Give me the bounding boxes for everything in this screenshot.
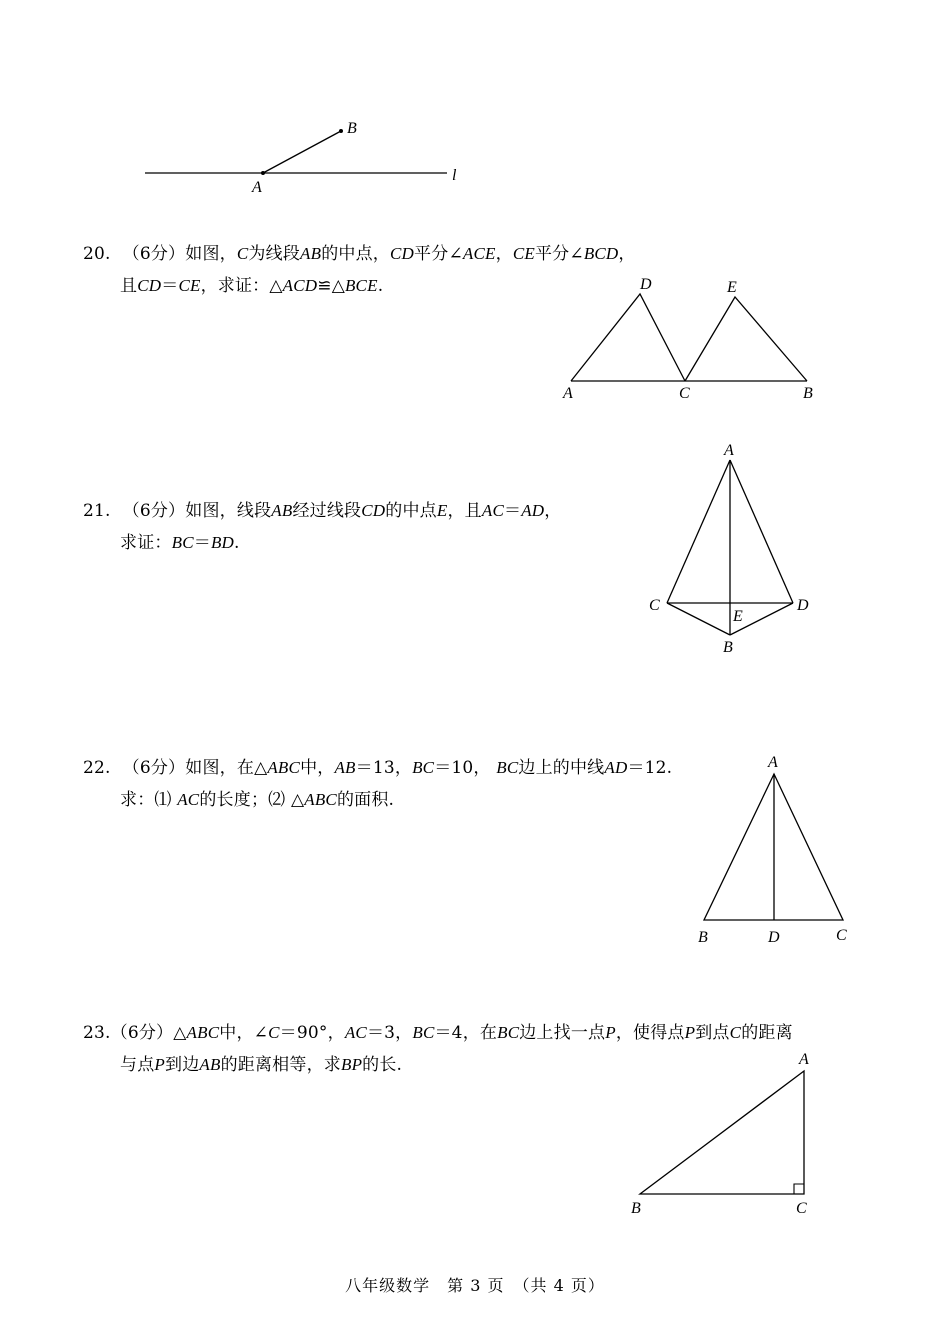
math-var: AB xyxy=(199,1055,221,1074)
math-var: P xyxy=(605,1023,616,1042)
math-var: AB xyxy=(300,244,322,263)
math-var: AC xyxy=(344,1023,367,1042)
math-var: ABC xyxy=(304,790,337,809)
text: 平分∠ xyxy=(414,244,463,264)
math-var: CD xyxy=(390,244,415,263)
fig23-label-c: C xyxy=(796,1200,807,1217)
page-footer: 八年级数学 第 3 页 （共 4 页） xyxy=(345,1276,605,1295)
text: 经过线段 xyxy=(292,501,362,521)
math-var: AB xyxy=(271,501,293,520)
fig20-label-b: B xyxy=(803,385,813,402)
text: ＝90°， xyxy=(279,1023,345,1043)
math-var: E xyxy=(436,501,448,520)
text: 的面积. xyxy=(336,790,395,810)
math-var: BC xyxy=(412,1023,435,1042)
text: ＝4，在 xyxy=(434,1023,498,1043)
problem-number: 20. xyxy=(83,244,111,264)
text: 的距离相等，求 xyxy=(220,1055,341,1075)
text: ≌△ xyxy=(317,276,345,296)
text: ＝ xyxy=(193,533,211,553)
fig21-label-e: E xyxy=(733,608,743,625)
text: . xyxy=(377,276,384,296)
problem-score: （6分） xyxy=(110,1023,174,1043)
text: 平分∠ xyxy=(534,244,584,264)
text: ＝ xyxy=(161,276,179,296)
math-var: ABC xyxy=(186,1023,220,1042)
math-var: BC xyxy=(497,1023,520,1042)
text: 为线段 xyxy=(248,244,301,264)
fig21-label-a: A xyxy=(724,442,734,459)
math-var: ACE xyxy=(462,244,496,263)
text: ，使得点 xyxy=(615,1023,685,1043)
triangle-abc xyxy=(640,1071,804,1194)
math-var: CD xyxy=(361,501,386,520)
fig21-label-d: D xyxy=(797,597,809,614)
math-var: BC xyxy=(496,758,519,777)
math-var: C xyxy=(729,1023,742,1042)
text: 到边 xyxy=(165,1055,200,1075)
math-var: P xyxy=(154,1055,165,1074)
fig22-label-c: C xyxy=(836,927,847,944)
math-var: AC xyxy=(481,501,505,520)
right-angle-mark xyxy=(794,1184,804,1194)
text: ＝13， xyxy=(355,758,413,778)
text: 的距离 xyxy=(741,1023,793,1043)
text: △ xyxy=(173,1023,187,1043)
text: 边上找一点 xyxy=(519,1023,606,1043)
math-var: AB xyxy=(334,758,356,777)
math-var: CD xyxy=(137,276,162,295)
text: 求证： xyxy=(120,533,172,553)
fig21-label-b: B xyxy=(723,639,733,656)
text: ＝12. xyxy=(627,758,673,778)
text: 中， xyxy=(300,758,335,778)
math-var: AC xyxy=(177,790,200,809)
math-var: C xyxy=(236,244,249,263)
math-var: P xyxy=(684,1023,696,1042)
math-var: BCE xyxy=(344,276,378,295)
math-var: BD xyxy=(210,533,234,552)
problem-score: （6分） xyxy=(122,501,186,521)
fig20-label-a: A xyxy=(563,385,573,402)
text: ＝ xyxy=(504,501,522,521)
math-var: ABC xyxy=(267,758,301,777)
math-var: BC xyxy=(171,533,194,552)
text: 与点 xyxy=(120,1055,155,1075)
text: ， xyxy=(544,501,562,521)
math-var: BC xyxy=(412,758,435,777)
fig20-label-e: E xyxy=(727,279,737,296)
problem-number: 21. xyxy=(83,501,111,521)
text: ＝10， xyxy=(434,758,491,778)
problem-score: （6分） xyxy=(122,244,186,264)
text: 的中点， xyxy=(321,244,391,264)
text: 中，∠ xyxy=(219,1023,269,1043)
fig23-label-b: B xyxy=(631,1200,641,1217)
text: ＝3， xyxy=(366,1023,413,1043)
problem-number: 23. xyxy=(83,1023,111,1043)
text: 的长. xyxy=(362,1055,403,1075)
problem-score: （6分） xyxy=(122,758,186,778)
fig19-label-l: l xyxy=(452,167,457,184)
text: 的长度；⑵ △ xyxy=(199,790,305,810)
text: 求：⑴ xyxy=(120,790,172,810)
math-var: CE xyxy=(178,276,201,295)
text: 且 xyxy=(120,276,138,296)
fig21-label-c: C xyxy=(649,597,660,614)
fig22-label-b: B xyxy=(698,929,708,946)
fig20-label-d: D xyxy=(640,276,652,293)
text: 如图， xyxy=(185,244,237,264)
text: 到点 xyxy=(695,1023,730,1043)
fig20-label-c: C xyxy=(679,385,690,402)
math-var: AD xyxy=(521,501,545,520)
fig19-label-a: A xyxy=(252,179,262,196)
text: 如图，在△ xyxy=(185,758,268,778)
text: 边上的中线 xyxy=(518,758,605,778)
fig22-label-d: D xyxy=(768,929,780,946)
text: ，求证：△ xyxy=(200,276,283,296)
math-var: BP xyxy=(340,1055,363,1074)
text: ， xyxy=(495,244,513,264)
math-var: C xyxy=(268,1023,280,1042)
text: ，且 xyxy=(447,501,482,521)
fig19-label-b: B xyxy=(347,120,357,137)
text: 的中点 xyxy=(385,501,437,521)
text: ， xyxy=(618,244,636,264)
math-var: ACD xyxy=(282,276,318,295)
math-var: AD xyxy=(604,758,628,777)
math-var: CE xyxy=(512,244,535,263)
fig23-label-a: A xyxy=(799,1051,809,1068)
fig22-label-a: A xyxy=(768,754,778,771)
math-var: BCD xyxy=(583,244,619,263)
text: . xyxy=(234,533,240,553)
problem-number: 22. xyxy=(83,758,111,778)
text: 如图，线段 xyxy=(185,501,272,521)
